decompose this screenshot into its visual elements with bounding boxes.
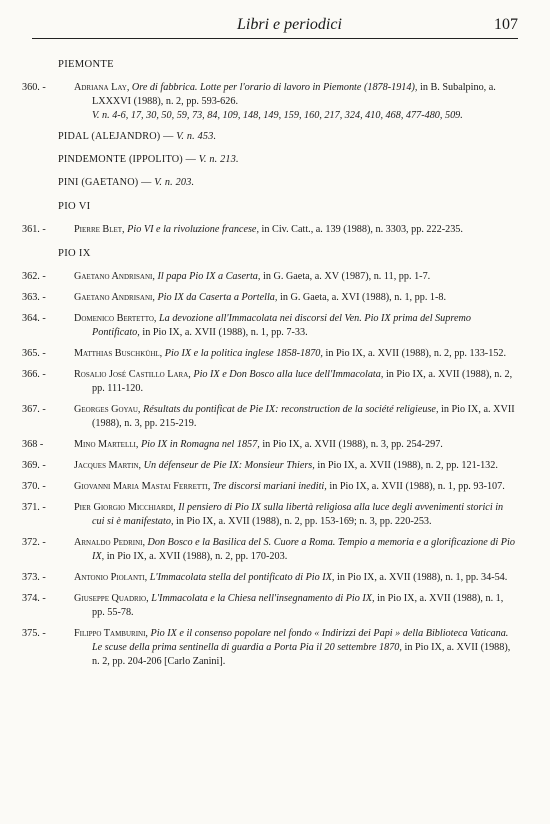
entry-author: Pier Giorgio Micchiardi, bbox=[74, 502, 176, 513]
entry-title: Il papa Pio IX a Caserta, bbox=[157, 271, 261, 282]
bibliography-entry bbox=[22, 627, 518, 669]
bibliography-entry bbox=[22, 368, 518, 396]
entry-author: Matthias Buschkühl, bbox=[74, 348, 163, 359]
entry-source: in Civ. Catt., a. 139 (1988), n. 3303, pp. 222-235. bbox=[261, 224, 463, 235]
entry-title: Don Bosco e la Basilica del S. Cuore a Roma. Tempio a memoria e a glorificazione di Pio IX, bbox=[92, 537, 515, 562]
entry-author: Giuseppe Quadrio, bbox=[74, 593, 149, 604]
bibliography-entry bbox=[22, 438, 518, 452]
section-heading-pio-vi: PIO VI bbox=[58, 201, 91, 212]
entry-source: in Pio IX, a. XVII (1988), n. 2, pp. 121-132. bbox=[317, 460, 498, 471]
bibliography-entry bbox=[22, 223, 518, 237]
entry-number: 362. bbox=[22, 271, 40, 282]
bibliography-entry bbox=[22, 347, 518, 361]
bibliography-entry bbox=[22, 312, 518, 340]
entry-number: 371. bbox=[22, 502, 40, 513]
entry-title: Pio IX e il consenso popolare nel fondo « Indirizzi dei Papi » della Biblioteca Vaticana. Le scuse della prima sentinella di guardia a Porta Pia il 20 settembre 1870, bbox=[92, 628, 509, 653]
bibliography-entry bbox=[22, 291, 518, 305]
bibliography-entry bbox=[22, 270, 518, 284]
bibliography-entry bbox=[22, 459, 518, 473]
entry-dash: - bbox=[42, 271, 46, 282]
entry-dash: - bbox=[42, 292, 46, 303]
entry-source: in Pio IX, a. XVII (1988), n. 1, pp. 55-78. bbox=[92, 593, 504, 618]
entry-source: in Pio IX, a. XVII (1988), n. 3, pp. 215-219. bbox=[92, 404, 515, 429]
entry-author: Jacques Martin, bbox=[74, 460, 142, 471]
entry-number: 361. bbox=[22, 224, 40, 235]
entry-source: in Pio IX, a. XVII (1988), n. 2, pp. 111-120. bbox=[92, 369, 513, 394]
entry-source: in Pio IX, a. XVII (1988), n. 1, pp. 93-107. bbox=[329, 481, 505, 492]
entry-source: in Pio IX, a. XVII (1988), n. 2, pp. 204-206 [Carlo Zanini]. bbox=[92, 642, 511, 667]
entry-author: Gaetano Andrisani, bbox=[74, 292, 155, 303]
entry-title: Tre discorsi mariani inediti, bbox=[212, 481, 327, 492]
entry-number: 367. bbox=[22, 404, 40, 415]
entry-author: Filippo Tamburini, bbox=[74, 628, 148, 639]
see-also-pini bbox=[58, 176, 518, 190]
entry-dash: - bbox=[42, 348, 46, 359]
entry-title: La devozione all'Immacolata nei discorsi del Ven. Pio IX prima del Supremo Pontificato, bbox=[92, 313, 471, 338]
entry-author: Giovanni Maria Mastai Ferretti, bbox=[74, 481, 211, 492]
entry-number: 373. bbox=[22, 572, 40, 583]
entry-dash: - bbox=[42, 82, 46, 93]
entry-source: in B. Subalpino, a. LXXXVI (1988), n. 2, pp. 593-626. bbox=[92, 82, 496, 107]
bibliography-entry bbox=[22, 592, 518, 620]
entry-dash: - bbox=[42, 224, 46, 235]
see-also-ref: V. n. 453. bbox=[176, 131, 217, 142]
see-also-name: PIDAL (ALEJANDRO) — bbox=[58, 131, 174, 142]
see-also-pindemonte bbox=[58, 153, 518, 167]
entry-author: Domenico Bertetto, bbox=[74, 313, 157, 324]
bibliography-entry bbox=[22, 403, 518, 431]
entry-dash: - bbox=[42, 404, 46, 415]
entry-dash: - bbox=[42, 481, 46, 492]
entry-title: Résultats du pontificat de Pie IX: reconstruction de la société religieuse, bbox=[143, 404, 439, 415]
entry-number: 363. bbox=[22, 292, 40, 303]
entry-source: in Pio IX, a. XVII (1988), n. 2, pp. 170-203. bbox=[106, 551, 288, 562]
entry-author: Arnaldo Pedrini, bbox=[74, 537, 145, 548]
entry-number: 369. bbox=[22, 460, 40, 471]
entry-dash: - bbox=[42, 537, 46, 548]
entry-author: Mino Martelli, bbox=[74, 439, 139, 450]
entry-number: 368 bbox=[22, 439, 38, 450]
entry-author: Adriana Lay, bbox=[74, 82, 130, 93]
running-header bbox=[32, 16, 518, 39]
entry-dash: - bbox=[42, 460, 46, 471]
entry-title: Pio IX da Caserta a Portella, bbox=[157, 292, 278, 303]
entry-number: 375. bbox=[22, 628, 40, 639]
entry-number: 370. bbox=[22, 481, 40, 492]
bibliography-entry bbox=[22, 480, 518, 494]
entry-title: Un défenseur de Pie IX: Monsieur Thiers, bbox=[143, 460, 315, 471]
see-also-ref: V. n. 213. bbox=[198, 154, 239, 165]
entry-number: 366. bbox=[22, 369, 40, 380]
bibliography-content bbox=[22, 58, 518, 676]
entry-source: in G. Gaeta, a. XV (1987), n. 11, pp. 1-7. bbox=[263, 271, 431, 282]
entry-title: Pio IX in Romagna nel 1857, bbox=[140, 439, 260, 450]
bibliography-entry bbox=[22, 536, 518, 564]
entry-title: Pio IX e la politica inglese 1858-1870, bbox=[164, 348, 323, 359]
entry-number: 374. bbox=[22, 593, 40, 604]
entry-title: L'Immacolata stella del pontificato di Pio IX, bbox=[149, 572, 335, 583]
entry-author: Rosalio José Castillo Lara, bbox=[74, 369, 191, 380]
entry-number: 365. bbox=[22, 348, 40, 359]
see-also-ref: V. n. 203. bbox=[154, 177, 195, 188]
entry-author: Georges Goyau, bbox=[74, 404, 141, 415]
entry-crossref: V. n. 4-6, 17, 30, 50, 59, 73, 84, 109, 148, 149, 159, 160, 217, 324, 410, 468, 477-480, 509. bbox=[92, 110, 463, 121]
entry-title: Pio IX e Don Bosco alla luce dell'Immacolata, bbox=[193, 369, 384, 380]
running-title: Libri e periodici bbox=[237, 16, 342, 33]
entry-number: 372. bbox=[22, 537, 40, 548]
entry-source: in G. Gaeta, a. XVI (1988), n. 1, pp. 1-8. bbox=[279, 292, 447, 303]
entry-dash: - bbox=[42, 313, 46, 324]
entry-number: 360. bbox=[22, 82, 40, 93]
see-also-name: PINDEMONTE (IPPOLITO) — bbox=[58, 154, 196, 165]
entry-number: 364. bbox=[22, 313, 40, 324]
page-number: 107 bbox=[494, 16, 518, 33]
entry-title: L'Immacolata e la Chiesa nell'insegnamento di Pio IX, bbox=[151, 593, 375, 604]
bibliography-entry bbox=[22, 501, 518, 529]
entry-author: Antonio Piolanti, bbox=[74, 572, 148, 583]
entry-dash: - bbox=[42, 593, 46, 604]
entry-source: in Pio IX, a. XVII (1988), n. 2, pp. 133-152. bbox=[325, 348, 507, 359]
entry-dash: - bbox=[42, 628, 46, 639]
entry-title: Il pensiero di Pio IX sulla libertà religiosa alla luce degli avvenimenti storici in cui si è manifestato, bbox=[92, 502, 504, 527]
entry-source: in Pio IX, a. XVII (1988), n. 2, pp. 153-169; n. 3, pp. 220-253. bbox=[176, 516, 432, 527]
see-also-pidal bbox=[58, 130, 518, 144]
entry-dash: - bbox=[42, 369, 46, 380]
section-heading-piemonte: PIEMONTE bbox=[58, 59, 114, 70]
entry-author: Pierre Blet, bbox=[74, 224, 125, 235]
entry-author: Gaetano Andrisani, bbox=[74, 271, 155, 282]
entry-dash: - bbox=[42, 502, 46, 513]
entry-source: in Pio IX, a. XVII (1988), n. 1, pp. 34-54. bbox=[336, 572, 508, 583]
entry-title: Pio VI e la rivoluzione francese, bbox=[127, 224, 259, 235]
see-also-name: PINI (GAETANO) — bbox=[58, 177, 152, 188]
entry-dash: - bbox=[42, 572, 46, 583]
entry-source: in Pio IX, a. XVII (1988), n. 3, pp. 254-297. bbox=[262, 439, 443, 450]
entry-title: Ore di fabbrica. Lotte per l'orario di lavoro in Piemonte (1878-1914), bbox=[131, 82, 418, 93]
entry-dash: - bbox=[39, 439, 44, 450]
bibliography-entry bbox=[22, 81, 518, 123]
bibliography-entry bbox=[22, 571, 518, 585]
section-heading-pio-ix: PIO IX bbox=[58, 248, 91, 259]
entry-source: in Pio IX, a. XVII (1988), n. 1, pp. 7-33. bbox=[142, 327, 308, 338]
